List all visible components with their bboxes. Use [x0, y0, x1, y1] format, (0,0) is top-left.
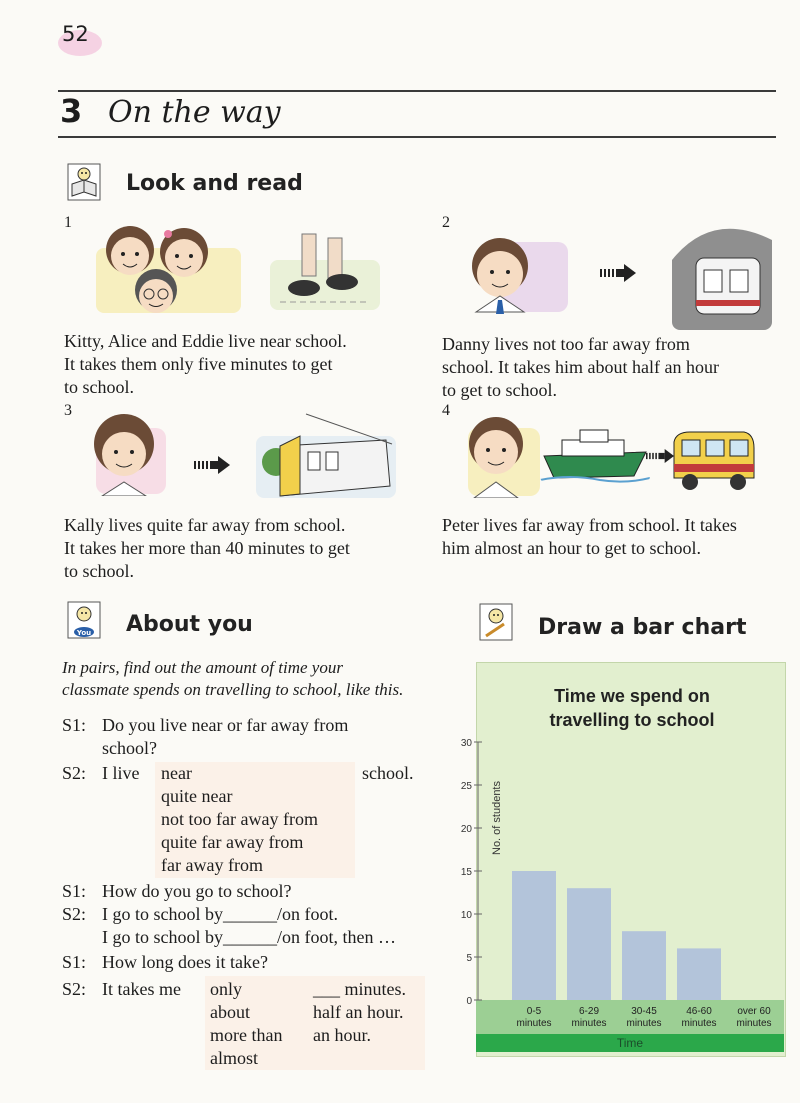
dialogue-3-speaker: S1: — [62, 881, 87, 901]
kcr-train-illustration — [256, 406, 396, 506]
unit-title: On the way — [108, 95, 281, 130]
kally-illustration — [88, 408, 168, 496]
item-3-text: Kally lives quite far away from school. It takes her more than 40 minutes to get to school. — [64, 515, 350, 581]
unit-number: 3 — [60, 92, 83, 130]
item-2-text: Danny lives not too far away from school. It takes him about half an hour to get to school. — [442, 334, 719, 400]
dialogue-6-speaker: S2: — [62, 979, 87, 999]
item-4-text: Peter lives far away from school. It takes him almost an hour to get to school. — [442, 515, 737, 558]
y-tick-label: 30 — [460, 738, 472, 749]
walking-feet-illustration — [270, 230, 380, 314]
page-number: 52 — [62, 22, 89, 46]
y-tick-label: 20 — [460, 824, 472, 835]
chart-title-line: Time we spend on — [554, 686, 710, 706]
dialogue-1-speaker: S1: — [62, 715, 87, 735]
about-you-instruction: In pairs, find out the amount of time your classmate spends on travelling to school, like this. — [62, 658, 404, 699]
dialogue-5-speaker: S1: — [62, 952, 87, 972]
dialogue-2-suffix: school. — [362, 763, 414, 783]
dialogue-4-text: I go to school by______/on foot. I go to school by______/on foot, then … — [102, 904, 396, 947]
item-3-number: 3 — [64, 402, 72, 419]
bar — [567, 888, 611, 1000]
three-children-illustration — [92, 208, 242, 320]
dialogue-3-text: How do you go to school? — [102, 881, 292, 901]
x-tick-label: 46-60 — [686, 1006, 712, 1017]
x-tick-label: minutes — [571, 1018, 607, 1029]
chart-title-line: travelling to school — [549, 710, 715, 730]
item-1-text: Kitty, Alice and Eddie live near school. It takes them only five minutes to get to school. — [64, 331, 347, 397]
distance-options: near quite near not too far away from quite far away from far away from — [161, 763, 318, 875]
x-tick-label: 6-29 — [578, 1006, 600, 1017]
item-1-number: 1 — [64, 214, 72, 231]
y-axis-label: No. of students — [491, 781, 503, 855]
x-axis-label: Time — [616, 1036, 644, 1050]
x-tick-label: over 60 — [737, 1006, 771, 1017]
x-tick-label: minutes — [626, 1018, 662, 1029]
dialogue-2-speaker: S2: — [62, 763, 87, 783]
y-tick-label: 15 — [460, 867, 472, 878]
pencil-mascot-icon — [474, 600, 518, 644]
y-tick-label: 25 — [460, 781, 472, 792]
y-tick-label: 5 — [466, 953, 472, 964]
dialogue-1-text: Do you live near or far away from school? — [102, 715, 349, 758]
y-tick-label: 0 — [466, 996, 472, 1007]
about-you-heading: About you — [126, 612, 253, 637]
dialogue-4-speaker: S2: — [62, 904, 87, 924]
dialogue-2-prefix: I live — [102, 763, 140, 783]
peter-illustration — [462, 408, 542, 498]
reading-mascot-icon — [62, 160, 106, 204]
you-label: You — [76, 629, 92, 637]
danny-illustration — [462, 222, 570, 322]
x-tick-label: minutes — [681, 1018, 717, 1029]
bar-chart — [440, 662, 786, 1056]
arrow-icon — [600, 264, 636, 282]
bar — [622, 931, 666, 1000]
arrow-icon — [194, 456, 230, 474]
title-rule-top — [58, 90, 776, 92]
bar — [677, 948, 721, 1000]
x-tick-label: minutes — [736, 1018, 772, 1029]
look-and-read-heading: Look and read — [126, 171, 303, 196]
dialogue-6-prefix: It takes me — [102, 979, 181, 999]
bar — [512, 871, 556, 1000]
mtr-train-illustration — [672, 220, 772, 330]
you-mascot-icon — [62, 598, 106, 642]
x-tick-label: 30-45 — [631, 1006, 657, 1017]
item-4-number: 4 — [442, 402, 450, 419]
item-2-number: 2 — [442, 214, 450, 231]
x-tick-label: minutes — [516, 1018, 552, 1029]
minibus-illustration — [670, 428, 756, 494]
time-qualifier-options: only about more than almost — [210, 979, 283, 1068]
time-amount-options: ___ minutes. half an hour. an hour. — [313, 979, 406, 1045]
bar-chart-heading: Draw a bar chart — [538, 615, 747, 640]
y-tick-label: 10 — [460, 910, 472, 921]
title-rule-bottom — [58, 136, 776, 138]
x-tick-label: 0-5 — [526, 1006, 542, 1017]
ferry-illustration — [540, 426, 650, 484]
dialogue-5-text: How long does it take? — [102, 952, 268, 972]
